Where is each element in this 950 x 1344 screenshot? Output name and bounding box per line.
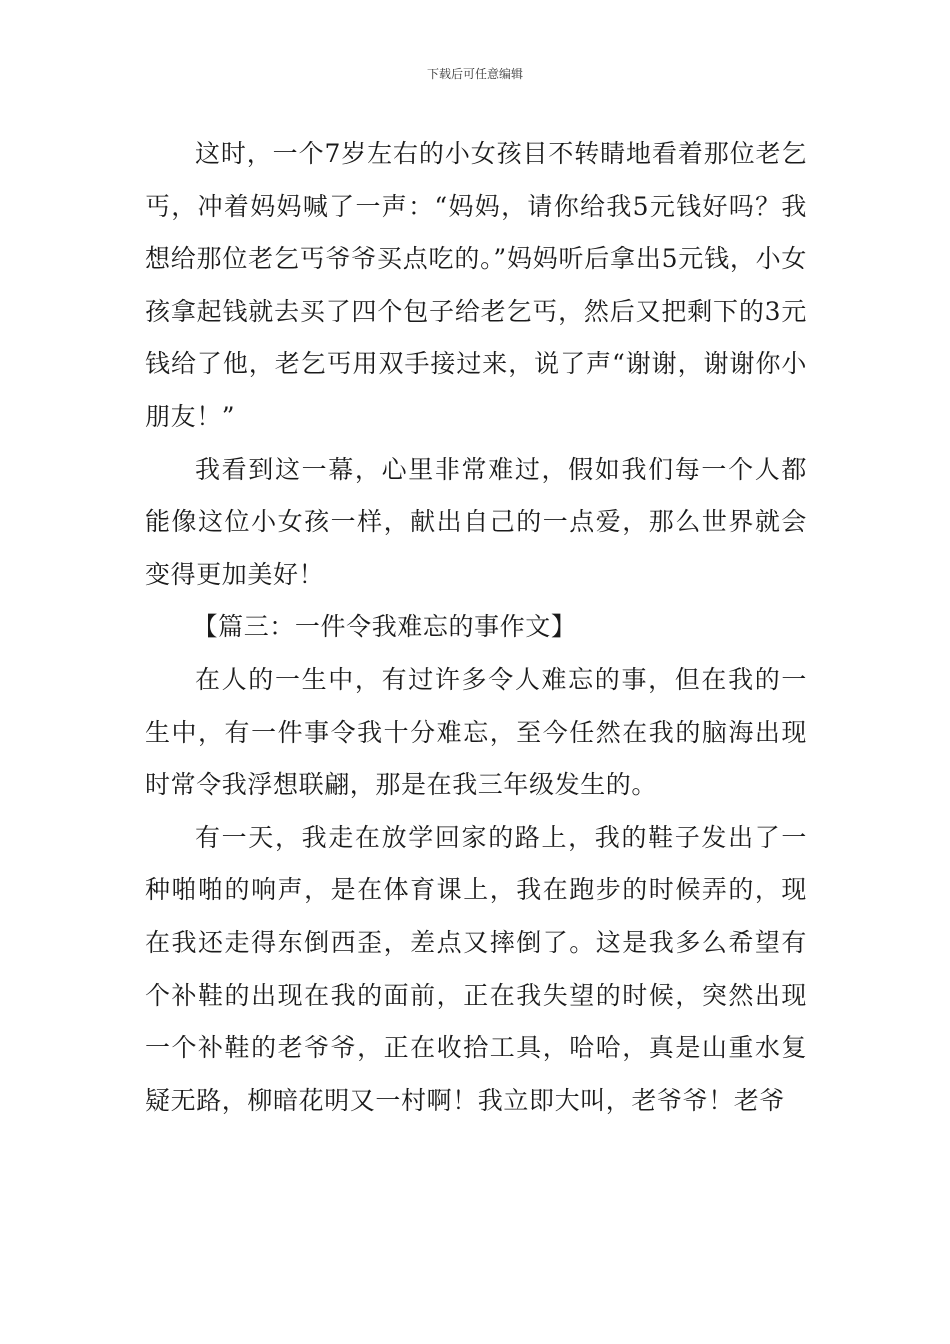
section-heading: 【篇三：一件令我难忘的事作文】: [192, 612, 577, 642]
paragraph-intro: 在人的一生中，有过许多令人难忘的事，但在我的一生中，有一件事令我十分难忘，至今任然在我的脑海出现时常令我浮想联翩，那是在我三年级发生的。: [145, 664, 807, 800]
paragraph-reflection: 我看到这一幕，心里非常难过，假如我们每一个人都能像这位小女孩一样，献出自己的一点爱，那么世界就会变得更加美好！: [145, 454, 807, 589]
document-body: [145, 128, 807, 1127]
paragraph-beggar-story: 这时，一个7岁左右的小女孩目不转睛地看着那位老乞丐，冲着妈妈喊了一声：“妈妈，请你给我5元钱好吗？我想给那位老乞丐爷爷买点吃的。”妈妈听后拿出5元钱，小女孩拿起钱就去买了四个包子给老乞丐，然后又把剩下的3元钱给了他，老乞丐用双手接过来，说了声“谢谢，谢谢你小朋友！”: [145, 139, 807, 431]
paragraph-shoe-story: 有一天，我走在放学回家的路上，我的鞋子发出了一种啪啪的响声，是在体育课上，我在跑步的时候弄的，现在我还走得东倒西歪，差点又摔倒了。这是我多么希望有个补鞋的出现在我的面前，正在我失望的时候，突然出现一个补鞋的老爷爷，正在收拾工具，哈哈，真是山重水复疑无路，柳暗花明又一村啊！我立即大叫，老爷爷！老爷: [145, 822, 807, 1115]
page-header: 下载后可任意编辑: [426, 67, 523, 81]
